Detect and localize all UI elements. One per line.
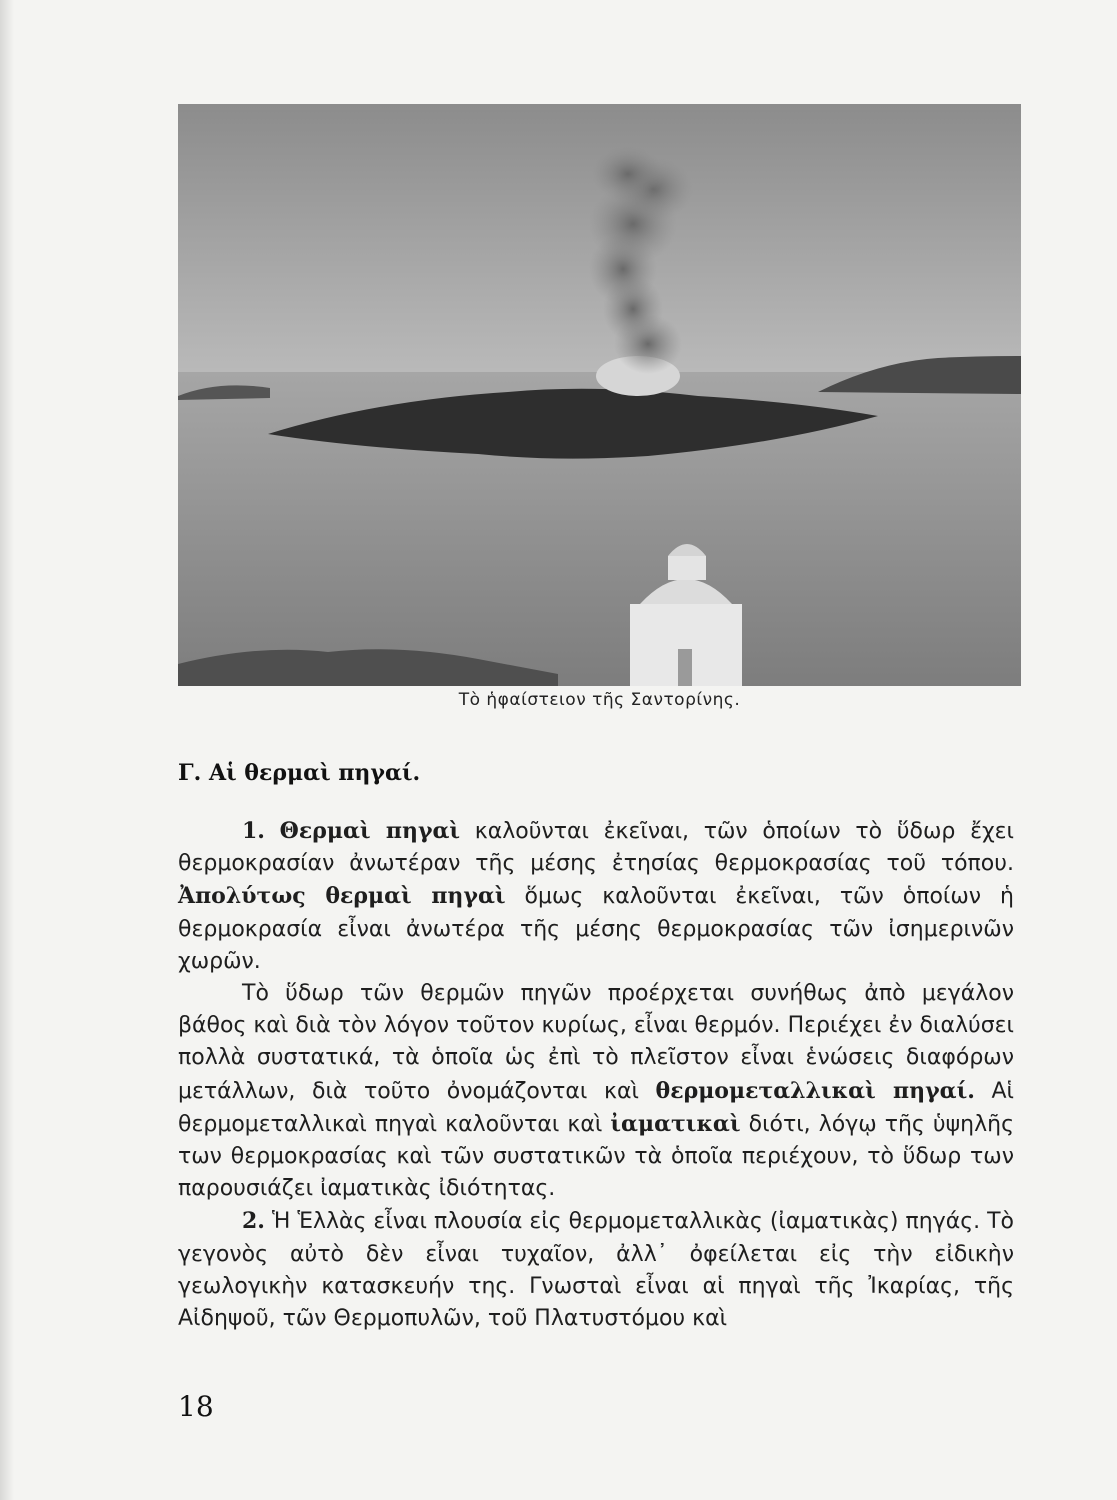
body-text (178, 815, 1014, 1335)
paragraph-text: διότι, λόγῳ τῆς ὑψηλῆς των θερμοκρασίας καὶ τῶν συστατικῶν τὰ ὁποῖα περιέχουν, τὸ ὕδωρ των παρουσιάζει ἰαματικὰς ἰδιότητας. (178, 1111, 1014, 1202)
paragraph-text: Αἱ θερμομεταλλικαὶ πηγαὶ καλοῦνται καὶ (178, 1078, 1014, 1137)
paragraph-text: ὅμως καλοῦνται ἐκεῖναι, τῶν ὁποίων ἡ θερμοκρασία εἶναι ἀνωτέρα τῆς μέσης θερμοκρασίας τῶν ἰσημερινῶν χωρῶν. (178, 884, 1014, 974)
paragraph-2 (178, 978, 1014, 1205)
paragraph-3 (178, 1205, 1014, 1335)
section-heading: Γ. Αἱ θερμαὶ πηγαί. (178, 760, 421, 786)
paragraph-text: καλοῦνται ἐκεῖναι, τῶν ὁποίων τὸ ὕδωρ ἔχει θερμοκρασίαν ἀνωτέραν τῆς μέσης ἐτησίας θερμοκρασίας τοῦ τόπου. (178, 819, 1015, 877)
term-healing-springs: ἰαματικαὶ (610, 1110, 741, 1137)
paragraph-number: 2. (242, 1208, 265, 1235)
photo-illustration (178, 104, 1021, 686)
term-absolute-thermal-springs: Ἀπολύτως θερμαὶ πηγαὶ (178, 883, 506, 910)
paragraph-text: Ἡ Ἑλλὰς εἶναι πλουσία εἰς θερμομεταλλικὰς (ἰαματικὰς) πηγάς. Τὸ γεγονὸς αὐτὸ δὲν εἶναι τυχαῖον, ἀλλ᾽ ὀφείλεται εἰς τὴν εἰδικὴν γεωλογικὴν κατασκευήν της. Γνωσταὶ εἶναι αἱ πηγαὶ τῆς Ἰκαρίας, τῆς Αἰδηψοῦ, τῶν Θερμοπυλῶν, τοῦ Πλατυστόμου καὶ (178, 1209, 1015, 1332)
term-thermal-springs: Θερμαὶ πηγαὶ (279, 818, 461, 844)
paragraph-text: Τὸ ὕδωρ τῶν θερμῶν πηγῶν προέρχεται συνήθως ἀπὸ μεγάλον βάθος καὶ διὰ τὸν λόγον τοῦτον κυρίως, εἶναι θερμόν. Περιέχει ἐν διαλύσει πολλὰ συστατικά, τὰ ὁποῖα ὡς ἐπὶ τὸ πλεῖστον εἶναι ἑνώσεις διαφόρων μετάλλων, διὰ τοῦτο ὀνομάζονται καὶ (178, 981, 1014, 1104)
santorini-volcano-photo (178, 104, 1021, 686)
page-number: 18 (178, 1390, 214, 1423)
figure-caption: Τὸ ἡφαίστειον τῆς Σαντορίνης. (458, 690, 741, 710)
page-edge (0, 0, 14, 1500)
paragraph-number: 1. (242, 818, 265, 844)
term-thermometallic-springs: θερμομεταλλικαὶ πηγαί. (655, 1077, 975, 1104)
paragraph-1 (178, 815, 1014, 978)
